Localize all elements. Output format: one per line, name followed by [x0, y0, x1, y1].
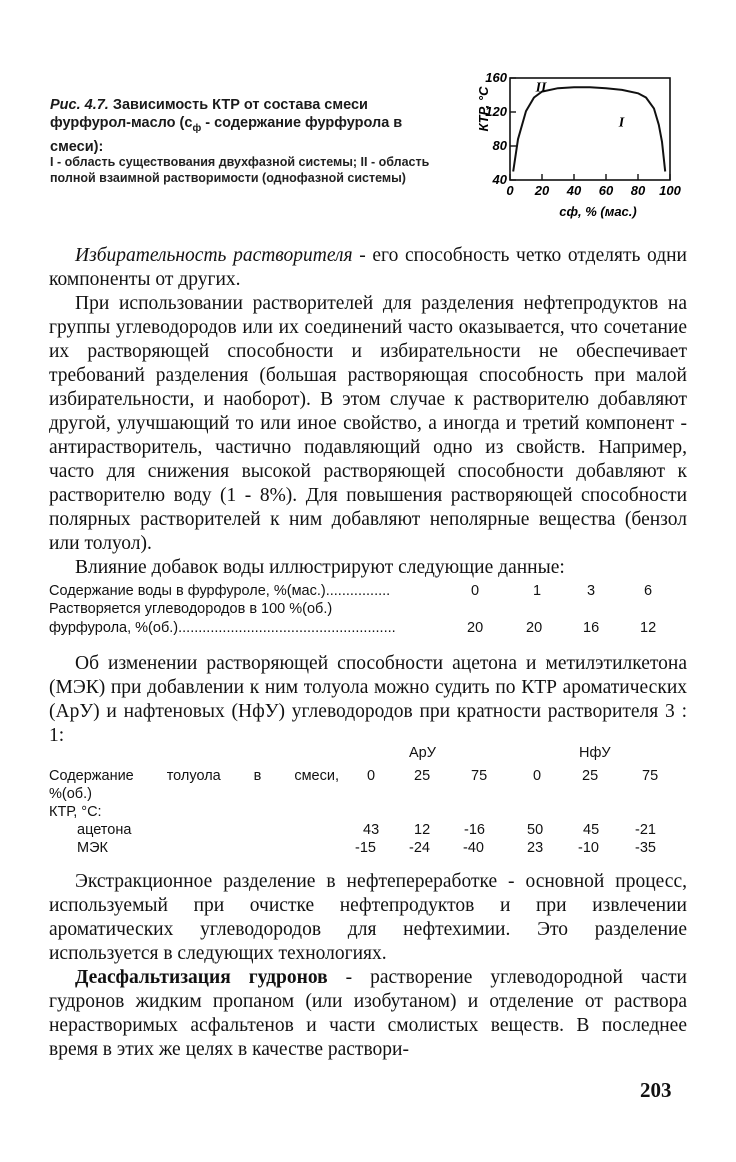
- ktr-row1-value: 25: [582, 768, 599, 784]
- ktr-cell: 43: [363, 822, 380, 838]
- y-tick-label: 40: [492, 172, 507, 187]
- ktr-group-header: АрУ: [409, 745, 436, 761]
- ktr-row1-value: 75: [642, 768, 659, 784]
- x-tick-label: 100: [659, 183, 681, 198]
- y-tick-label: 120: [485, 104, 507, 119]
- ktr-row1-label: %(об.): [49, 786, 92, 802]
- ktr-cell: 45: [583, 822, 600, 838]
- water-row2-value: 16: [583, 620, 600, 636]
- water-row2-value: 20: [526, 620, 543, 636]
- water-row1-value: 1: [533, 583, 542, 599]
- figure-title-tail: - содержание фурфурола в смеси):: [50, 115, 403, 155]
- water-row2-value: 12: [640, 620, 657, 636]
- water-row1-value: 0: [471, 583, 480, 599]
- page-number: 203: [640, 1078, 672, 1102]
- ktr-cell: 50: [527, 822, 544, 838]
- water-row2-value: 20: [467, 620, 484, 636]
- water-table: [49, 583, 689, 643]
- ktr-cell: -21: [635, 822, 656, 838]
- figure-title-subscript: ф: [192, 122, 202, 134]
- water-row2-label: фурфурола, %(об.)......................................................: [49, 620, 396, 636]
- paragraph-extraction: Экстракционное разделение в нефтепереработке - основной процесс, используемый при очистке нефтепродуктов и при извлечении ароматических углеводородов для нефтехимии. Это разделение используется в следующих технологиях.: [49, 871, 687, 964]
- figure-caption: [50, 96, 450, 156]
- ktr-cell: -15: [355, 840, 376, 856]
- ktr-cell: -40: [463, 840, 484, 856]
- paragraph-water-intro: Влияние добавок воды иллюстрируют следующие данные:: [75, 557, 565, 578]
- ktr-row-label: ацетона: [77, 822, 132, 838]
- ktr-cell: 12: [414, 822, 431, 838]
- ktr-cell: -35: [635, 840, 656, 856]
- ktr-row1-value: 0: [367, 768, 376, 784]
- ktr-chart: [478, 70, 688, 228]
- paragraph-toluene: Об изменении растворяющей способности ацетона и метилэтилкетона (МЭК) при добавлении к ним толуола можно судить по КТР ароматических (АрУ) и нафтеновых (НфУ) углеводородов при кратности растворителя 3 : 1:: [49, 653, 687, 746]
- water-row1-value: 3: [587, 583, 596, 599]
- water-row1-label: Содержание воды в фурфуроле, %(мас.)................: [49, 583, 391, 599]
- region-one-label: I: [618, 115, 625, 131]
- x-tick-label: 60: [598, 183, 614, 198]
- region-two-label: II: [535, 80, 547, 96]
- y-axis-label: КТР, °С: [476, 86, 491, 132]
- ktr-row-label: МЭК: [77, 840, 108, 856]
- x-axis-label: cф, % (мас.): [559, 204, 637, 219]
- water-row1-value: 6: [644, 583, 653, 599]
- figure-note: I - область существования двухфазной системы; II - область полной взаимной растворимости (однофазной системы): [50, 155, 430, 185]
- ktr-cell: 23: [527, 840, 544, 856]
- x-tick-label: 0: [506, 183, 514, 198]
- figure-label: Рис. 4.7.: [50, 97, 109, 113]
- x-tick-label: 20: [534, 183, 550, 198]
- plot-frame: [510, 78, 670, 180]
- term-selectivity: Избирательность растворителя: [75, 245, 353, 266]
- ktr-cell: -16: [464, 822, 485, 838]
- ktr-row1-label: Содержание толуола в смеси,: [49, 768, 339, 784]
- phase-boundary-curve: [513, 87, 665, 171]
- paragraph-selectivity: [49, 244, 687, 292]
- figure-title: Зависимость КТР от состава смеси фурфурол-масло (c: [50, 97, 368, 131]
- x-tick-label: 80: [630, 183, 646, 198]
- ktr-cell: -10: [578, 840, 599, 856]
- ktr-table: [49, 745, 689, 860]
- ktr-group-header: НфУ: [579, 745, 611, 761]
- y-tick-label: 80: [492, 138, 507, 153]
- ktr-row1-value: 25: [414, 768, 431, 784]
- water-row2-label: Растворяется углеводородов в 100 %(об.): [49, 601, 333, 617]
- paragraph-deasphalting: [49, 966, 687, 1062]
- paragraph-solvents: При использовании растворителей для разделения нефтепродуктов на группы углеводородов или их соединений часто оказывается, что сочетание их растворяющей способности и избирательности не обеспечивает требований разделения (большая растворяющая способность при малой избирательности, и наоборот). В этом случае к растворителю добавляют другой, улучшающий то или иное свойство, а иногда и третий компонент - антирастворитель, частично подавляющий одно из свойств. Например, часто для снижения высокой растворяющей способности добавляют к растворителю воду (1 - 8%). Для повышения растворяющей способности полярных растворителей к ним добавляют неполярные вещества (бензол или толуол).: [49, 293, 687, 554]
- ktr-row1-value: 75: [471, 768, 488, 784]
- x-tick-label: 40: [566, 183, 582, 198]
- ktr-row1-value: 0: [533, 768, 542, 784]
- ktr-cell: -24: [409, 840, 430, 856]
- paragraph-deasphalting-text: - растворение углеводородной части гудронов жидким пропаном (или изобутаном) и отделение от раствора нерастворимых асфальтенов и части смолистых веществ. В последнее время в этих же целях в качестве раствори-: [49, 967, 687, 1060]
- paragraph-selectivity-text: - его способность четко отделять одни компоненты от других.: [49, 245, 687, 290]
- y-tick-label: 160: [485, 70, 507, 85]
- term-deasphalting: Деасфальтизация гудронов: [75, 967, 328, 988]
- ktr-chart-svg: [478, 70, 688, 228]
- ktr-section-label: КТР, °С:: [49, 804, 102, 820]
